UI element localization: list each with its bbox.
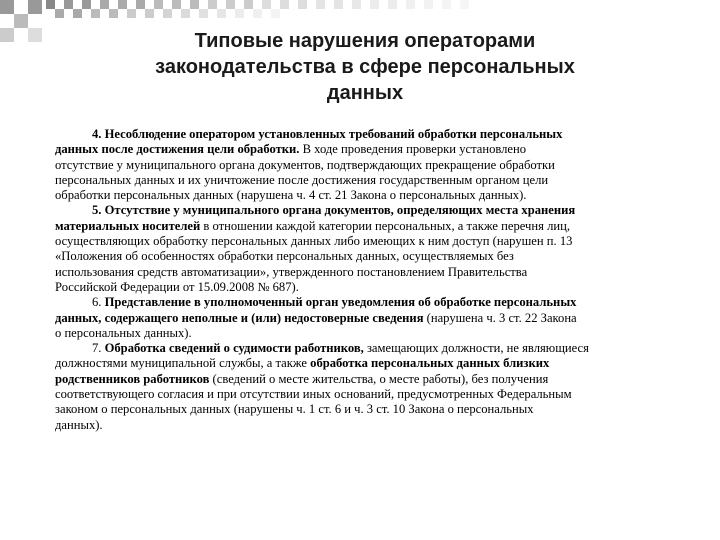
- text-bold: Обработка сведений о судимости работников,: [104, 341, 364, 356]
- text-bold: родственников работников: [55, 371, 210, 386]
- text-bold: обработка персональных данных близких: [310, 356, 550, 371]
- text: 7.: [92, 341, 105, 356]
- text: (нарушена ч. 3 ст. 22 Закона: [423, 310, 577, 325]
- text: В ходе проведения проверки установлено: [299, 142, 527, 157]
- text-bold: 4. Несоблюдение оператором установленных требований обработки персональных: [92, 127, 563, 141]
- text-bold: данных после достижения цели обработки.: [55, 142, 300, 157]
- text-line: персональных данных и их уничтожение после достижения государственным органом цели: [55, 172, 549, 187]
- text-line: «Положения об особенностях обработки персональных данных, осуществляемых без: [55, 249, 514, 264]
- text-line: законом о персональных данных (нарушены ч. 1 ст. 6 и ч. 3 ст. 10 Закона о персональных: [55, 402, 534, 417]
- text-line: осуществляющих обработку персональных данных либо имеющих к ним доступ (нарушен п. 13: [55, 234, 573, 249]
- text-bold: материальных носителей: [55, 218, 201, 233]
- text: замещающих должности, не являющиеся: [363, 341, 589, 356]
- page-title: [80, 28, 650, 106]
- text: (сведений о месте жительства, о месте работы), без получения: [209, 371, 549, 386]
- text: 6.: [92, 295, 105, 310]
- page-title-line: Типовые нарушения операторами: [194, 30, 536, 52]
- list-item-5: [55, 203, 720, 218]
- list-item-6: [55, 295, 720, 310]
- text: должностями муниципальной службы, а также: [55, 356, 311, 371]
- text-line: обработки персональных данных (нарушена ч. 4 ст. 21 Закона о персональных данных).: [55, 188, 527, 203]
- text-line: [55, 356, 720, 371]
- text-line: данных).: [55, 417, 103, 432]
- text-line: отсутствие у муниципального органа документов, подтверждающих прекращение обработки: [55, 157, 555, 172]
- text-bold: данных, содержащего неполные и (или) недостоверные сведения: [55, 310, 424, 325]
- text-bold: Представление в уполномоченный орган уведомления об обработке персональных: [104, 295, 577, 310]
- text-line: [55, 142, 720, 157]
- page-title-line: данных: [326, 82, 404, 104]
- list-item-4: [55, 127, 720, 142]
- text-line: соответствующего согласия и при отсутствии иных оснований, предусмотренных Федеральным: [55, 387, 572, 402]
- text-line: [55, 219, 720, 234]
- text: в отношении каждой категории персональных, а также перечня лиц,: [200, 218, 570, 233]
- text-line: Российской Федерации от 15.09.2008 № 687).: [55, 279, 299, 294]
- text-line: [55, 311, 720, 326]
- page-title-line: законодательства в сфере персональных: [155, 56, 575, 78]
- text-bold: 5. Отсутствие у муниципального органа документов, определяющих места хранения: [92, 203, 576, 218]
- violations-list: [55, 127, 720, 433]
- text-line: о персональных данных).: [55, 325, 192, 340]
- list-item-7: [55, 341, 720, 356]
- text-line: использования средств автоматизации», утвержденного постановлением Правительства: [55, 264, 528, 279]
- text-line: [55, 372, 720, 387]
